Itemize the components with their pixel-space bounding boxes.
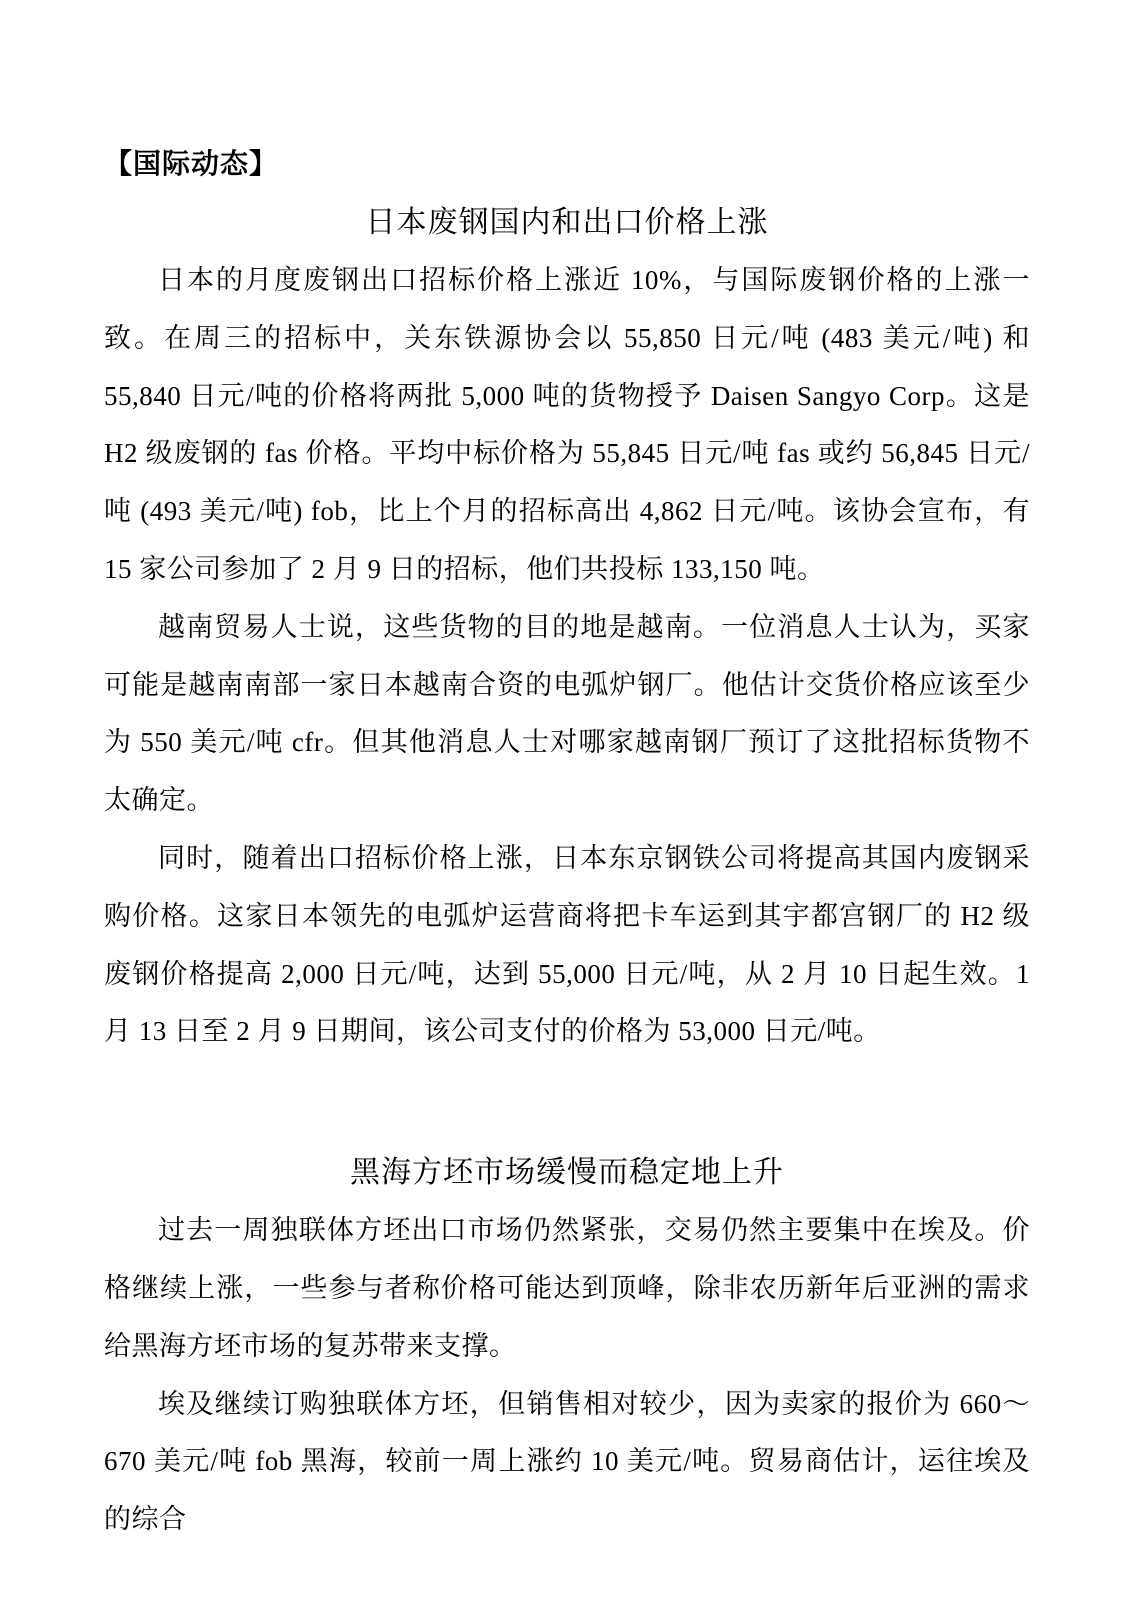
article-2-paragraph-2: 埃及继续订购独联体方坯，但销售相对较少，因为卖家的报价为 660～670 美元/吨 fob 黑海，较前一周上涨约 10 美元/吨。贸易商估计，运往埃及的综合 [104, 1388, 1030, 1535]
article-1-paragraph-2: 越南贸易人士说，这些货物的目的地是越南。一位消息人士认为，买家可能是越南南部一家日本越南合资的电弧炉钢厂。他估计交货价格应该至少为 550 美元/吨 cfr。但其他消息人士对哪家越南钢厂预订了这批招标货物不太确定。 [104, 611, 1030, 816]
article-1-paragraph-1: 日本的月度废钢出口招标价格上涨近 10%，与国际废钢价格的上涨一致。在周三的招标中，关东铁源协会以 55,850 日元/吨 (483 美元/吨) 和 55,840 日元/吨的价格将两批 5,000 吨的货物授予 Daisen Sangyo Corp。这是 H2 级废钢的 fas 价格。平均中标价格为 55,845 日元/吨 fas 或约 56,845 日元/吨 (493 美元/吨) fob，比上个月的招标高出 4,862 日元/吨。该协会宣布，有 15 家公司参加了 2 月 9 日的招标，他们共投标 133,150 吨。 [104, 265, 1030, 584]
article-2-paragraph-1: 过去一周独联体方坯出口市场仍然紧张，交易仍然主要集中在埃及。价格继续上涨，一些参与者称价格可能达到顶峰，除非农历新年后亚洲的需求给黑海方坯市场的复苏带来支撑。 [104, 1215, 1030, 1361]
document-content [104, 136, 1030, 1549]
article-1-title: 日本废钢国内和出口价格上涨 [365, 206, 769, 239]
article-2-title: 黑海方坯市场缓慢而稳定地上升 [350, 1156, 784, 1190]
article-1-paragraph-3: 同时，随着出口招标价格上涨，日本东京钢铁公司将提高其国内废钢采购价格。这家日本领先的电弧炉运营商将把卡车运到其宇都宫钢厂的 H2 级废钢价格提高 2,000 日元/吨，达到 55,000 日元/吨，从 2 月 10 日起生效。1 月 13 日至 2 月 9 日期间，该公司支付的价格为 53,000 日元/吨。 [104, 842, 1030, 1047]
section-header: 【国际动态】 [104, 149, 279, 180]
